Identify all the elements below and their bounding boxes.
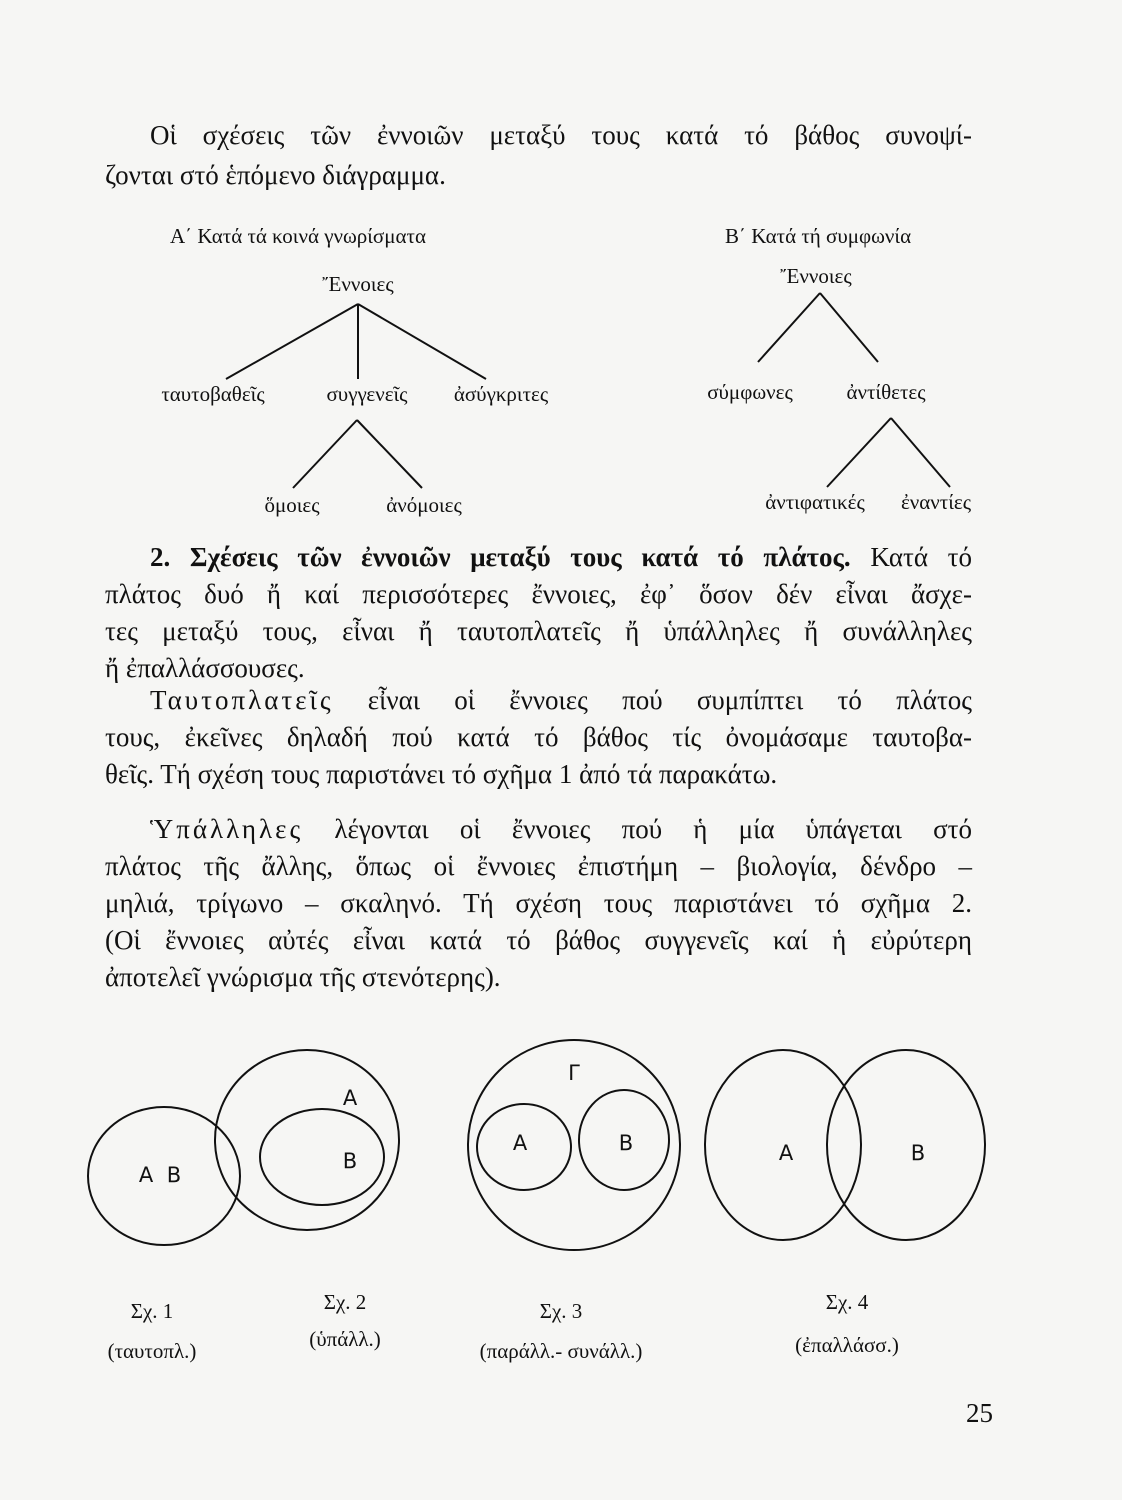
intro-line-2: ζονται στό ἑπόμενο διάγραμμα. [105,160,446,190]
fig4-label-b: Β [910,1141,926,1165]
tautoplateis-line-1: Ταυτοπλατεῖς εἶναι οἱ ἔννοιες πού συμπίπτει τό πλάτος [150,685,972,715]
tree-b-grandchild: ἐναντίες [900,490,972,514]
term-tautoplateis: Ταυτοπλατεῖς [150,685,334,715]
fig4-circle-b [827,1050,985,1240]
diagram-a-heading: Α΄ Κατά τά κοινά γνωρίσματα [170,224,426,248]
tree-a-grandchild: ἀνόμοιες [386,493,462,517]
tree-a-child: ταυτοβαθεῖς [161,382,265,406]
fig4-caption: (ἐπαλλάσσ.) [795,1333,899,1357]
term-ypallhles: Ὑπάλληλες [150,814,304,844]
fig4-label-a: Α [778,1141,794,1165]
fig3-label-a: Α [512,1131,528,1155]
ypallhles-line-2: πλάτος τῆς ἄλλης, ὅπως οἱ ἔννοιες ἐπιστήμη – βιολογία, δένδρο – [105,851,972,881]
fig1-circle [88,1107,240,1245]
page-number: 25 [966,1398,993,1428]
intro-line-1: Οἱ σχέσεις τῶν ἐννοιῶν μεταξύ τους κατά τό βάθος συνοψί- [150,120,972,150]
section2-line-2: πλάτος δυό ἤ καί περισσότερες ἔννοιες, ἐφ᾽ ὅσον δέν εἶναι ἄσχε- [105,579,972,609]
tree-a-child: ἀσύγκριτες [453,382,549,406]
ypallhles-line-1: Ὑπάλληλες λέγονται οἱ ἔννοιες πού ἡ μία ὑπάγεται στό [150,814,972,844]
fig2-number: Σχ. 2 [323,1290,367,1314]
fig3-label-b: Β [618,1131,634,1155]
tree-edge [226,304,358,379]
tree-b-child: ἀντίθετες [846,380,926,404]
fig4-number: Σχ. 4 [825,1290,869,1314]
tree-a-child: συγγενεῖς [326,382,408,406]
fig3-caption: (παράλλ.- συνάλλ.) [479,1339,643,1363]
diagram-b-heading: Β΄ Κατά τή συμφωνία [725,224,912,248]
tautoplateis-line-3: θεῖς. Τή σχέση τους παριστάνει τό σχῆμα 1 ἀπό τά παρακάτω. [105,759,778,789]
tree-edge [358,304,486,379]
fig1-caption: (ταυτοπλ.) [107,1339,197,1363]
section2-line-3: τες μεταξύ τους, εἶναι ἤ ταυτοπλατεῖς ἤ ὑπάλληλες ἤ συνάλληλες [105,616,972,646]
ypallhles-line-5: ἀποτελεῖ γνώρισμα τῆς στενότερης). [105,962,501,992]
tree-edge [820,293,878,362]
fig1-label-b: Β [166,1163,182,1187]
fig2-label-a: Α [342,1086,358,1110]
fig2-caption: (ὑπάλλ.) [309,1327,381,1351]
fig1-number: Σχ. 1 [130,1299,174,1323]
fig3-label-g: Γ [568,1061,580,1085]
tree-b-child: σύμφωνες [707,380,793,404]
tautoplateis-line-2: τους, ἐκεῖνες δηλαδή πού κατά τό βάθος τίς ὀνομάσαμε ταυτοβα- [105,722,972,752]
tree-edge [758,293,820,362]
tree-edge [357,420,422,488]
fig3-number: Σχ. 3 [539,1299,583,1323]
fig2-label-b: Β [342,1149,358,1173]
ypallhles-line-3: μηλιά, τρίγωνο – σκαληνό. Τή σχέση τους παριστάνει τό σχῆμα 2. [105,888,972,918]
tree-edge [293,420,357,488]
tree-a-root: Ἔννοιες [322,272,394,296]
tree-b-root: Ἔννοιες [780,264,852,288]
section2-line-4: ἤ ἐπαλλάσσουσες. [105,653,305,683]
tree-edge [891,418,950,487]
tree-b-grandchild: ἀντιφατικές [765,490,865,514]
section2-title: 2. Σχέσεις τῶν ἐννοιῶν μεταξύ τους κατά τό πλάτος. [150,542,851,572]
ypallhles-line-4: (Οἱ ἔννοιες αὐτές εἶναι κατά τό βάθος συγγενεῖς καί ἡ εὐρύτερη [105,925,972,955]
tree-edge [827,418,891,487]
section2-line-1: 2. Σχέσεις τῶν ἐννοιῶν μεταξύ τους κατά τό πλάτος. Κατά τό [150,542,972,572]
tree-a-grandchild: ὅμοιες [264,493,320,517]
fig1-label-a: Α [138,1163,154,1187]
fig2-inner-circle [260,1109,384,1205]
